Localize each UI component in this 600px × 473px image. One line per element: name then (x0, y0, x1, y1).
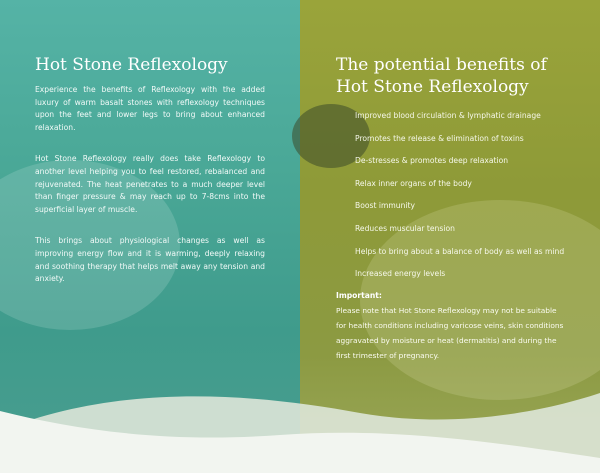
effects-paragraph: This brings about physiological changes as well as improving energy flow and it is warming, deeply relaxing and soothing therapy that helps melt away any tension and anxiety. (35, 236, 265, 284)
benefits-title: The potential benefits of Hot Stone Reflexology (336, 55, 547, 97)
left-title: Hot Stone Reflexology (35, 55, 228, 75)
benefit-item: Improved blood circulation & lymphatic drainage (355, 111, 541, 120)
bottom-wave-decoration (0, 373, 600, 473)
intro-paragraph: Experience the benefits of Reflexology with the added luxury of warm basalt stones with reflexology techniques upon the feet and lower legs to bring about enhanced relaxation. (35, 85, 265, 132)
right-column (336, 54, 566, 363)
benefit-item: De-stresses & promotes deep relaxation (355, 156, 509, 166)
important-note: Please note that Hot Stone Reflexology may not be suitable for health conditions including varicose veins, skin conditions aggravated by moisture or heat (dermatitis) and during the first trimester of pregnancy. (336, 305, 564, 360)
benefits-list (336, 110, 566, 280)
benefit-item: Helps to bring about a balance of body as well as mind (355, 246, 565, 256)
important-heading: Important: (336, 290, 382, 300)
detail-paragraph: Hot Stone Reflexology really does take Reflexology to another level helping you to feel restored, rebalanced and rejuvenated. The heat penetrates to a much deeper level than finger pressure & may reach up to 7-8cms into the superficial layer of muscle. (35, 154, 265, 214)
benefit-item: Relax inner organs of the body (355, 178, 472, 188)
left-column (35, 54, 265, 305)
benefit-item: Increased energy levels (355, 269, 446, 279)
benefit-item: Reduces muscular tension (355, 223, 455, 233)
benefit-item: Boost immunity (355, 201, 415, 211)
benefit-item: Promotes the release & elimination of toxins (355, 133, 524, 143)
